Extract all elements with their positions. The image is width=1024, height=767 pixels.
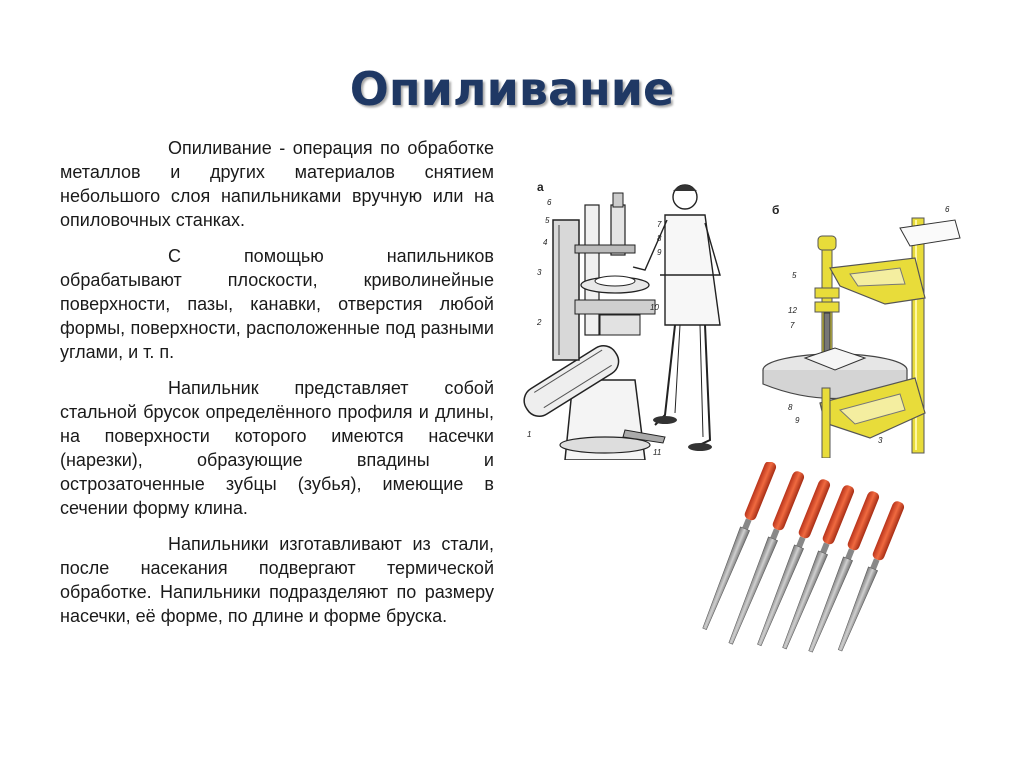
clamp-num-5: 5	[792, 271, 797, 280]
machine-num-2: 2	[537, 318, 542, 327]
filing-machine-illustration	[515, 175, 745, 460]
clamp-num-7: 7	[790, 321, 795, 330]
figure-a-label: а	[537, 180, 544, 194]
machine-num-5: 5	[545, 216, 550, 225]
machine-num-8: 8	[657, 234, 662, 243]
machine-num-7: 7	[657, 220, 662, 229]
machine-num-11: 11	[653, 448, 662, 457]
figure-b-label: б	[772, 203, 780, 217]
paragraph-3: Напильник представляет собой стальной брусок определённого профиля и длины, на поверхности которого имеются насечки (нарезки), образующие впадины и острозаточенные зубцы (зубья), имеющие в сечении форму клина.	[60, 378, 494, 518]
paragraph-2: С помощью напильников обрабатывают плоскости, криволинейные поверхности, пазы, канавки, отверстия любой формы, поверхности, расположенные под разными углами, и т. п.	[60, 246, 494, 362]
clamp-num-8: 8	[788, 403, 793, 412]
machine-num-6: 6	[547, 198, 552, 207]
machine-num-3: 3	[537, 268, 542, 277]
clamp-num-12: 12	[788, 306, 797, 315]
machine-num-4: 4	[543, 238, 548, 247]
clamp-num-9: 9	[795, 416, 800, 425]
machine-num-9: 9	[657, 248, 662, 257]
slide-title: Опиливание	[349, 62, 675, 116]
machine-num-1: 1	[527, 430, 532, 439]
body-text	[60, 136, 494, 640]
clamp-num-3: 3	[878, 436, 883, 445]
filing-clamp-illustration	[760, 198, 975, 458]
machine-num-10: 10	[650, 303, 659, 312]
files-set-illustration	[700, 462, 930, 692]
clamp-num-6: 6	[945, 205, 950, 214]
paragraph-4: Напильники изготавливают из стали, после насекания подвергают термической обработке. Напильники подразделяют по размеру насечки, её форме, по длине и форме бруска.	[60, 534, 494, 626]
paragraph-1: Опиливание - операция по обработке металлов и других материалов снятием небольшого слоя напильниками вручную или на опиловочных станках.	[60, 138, 494, 230]
